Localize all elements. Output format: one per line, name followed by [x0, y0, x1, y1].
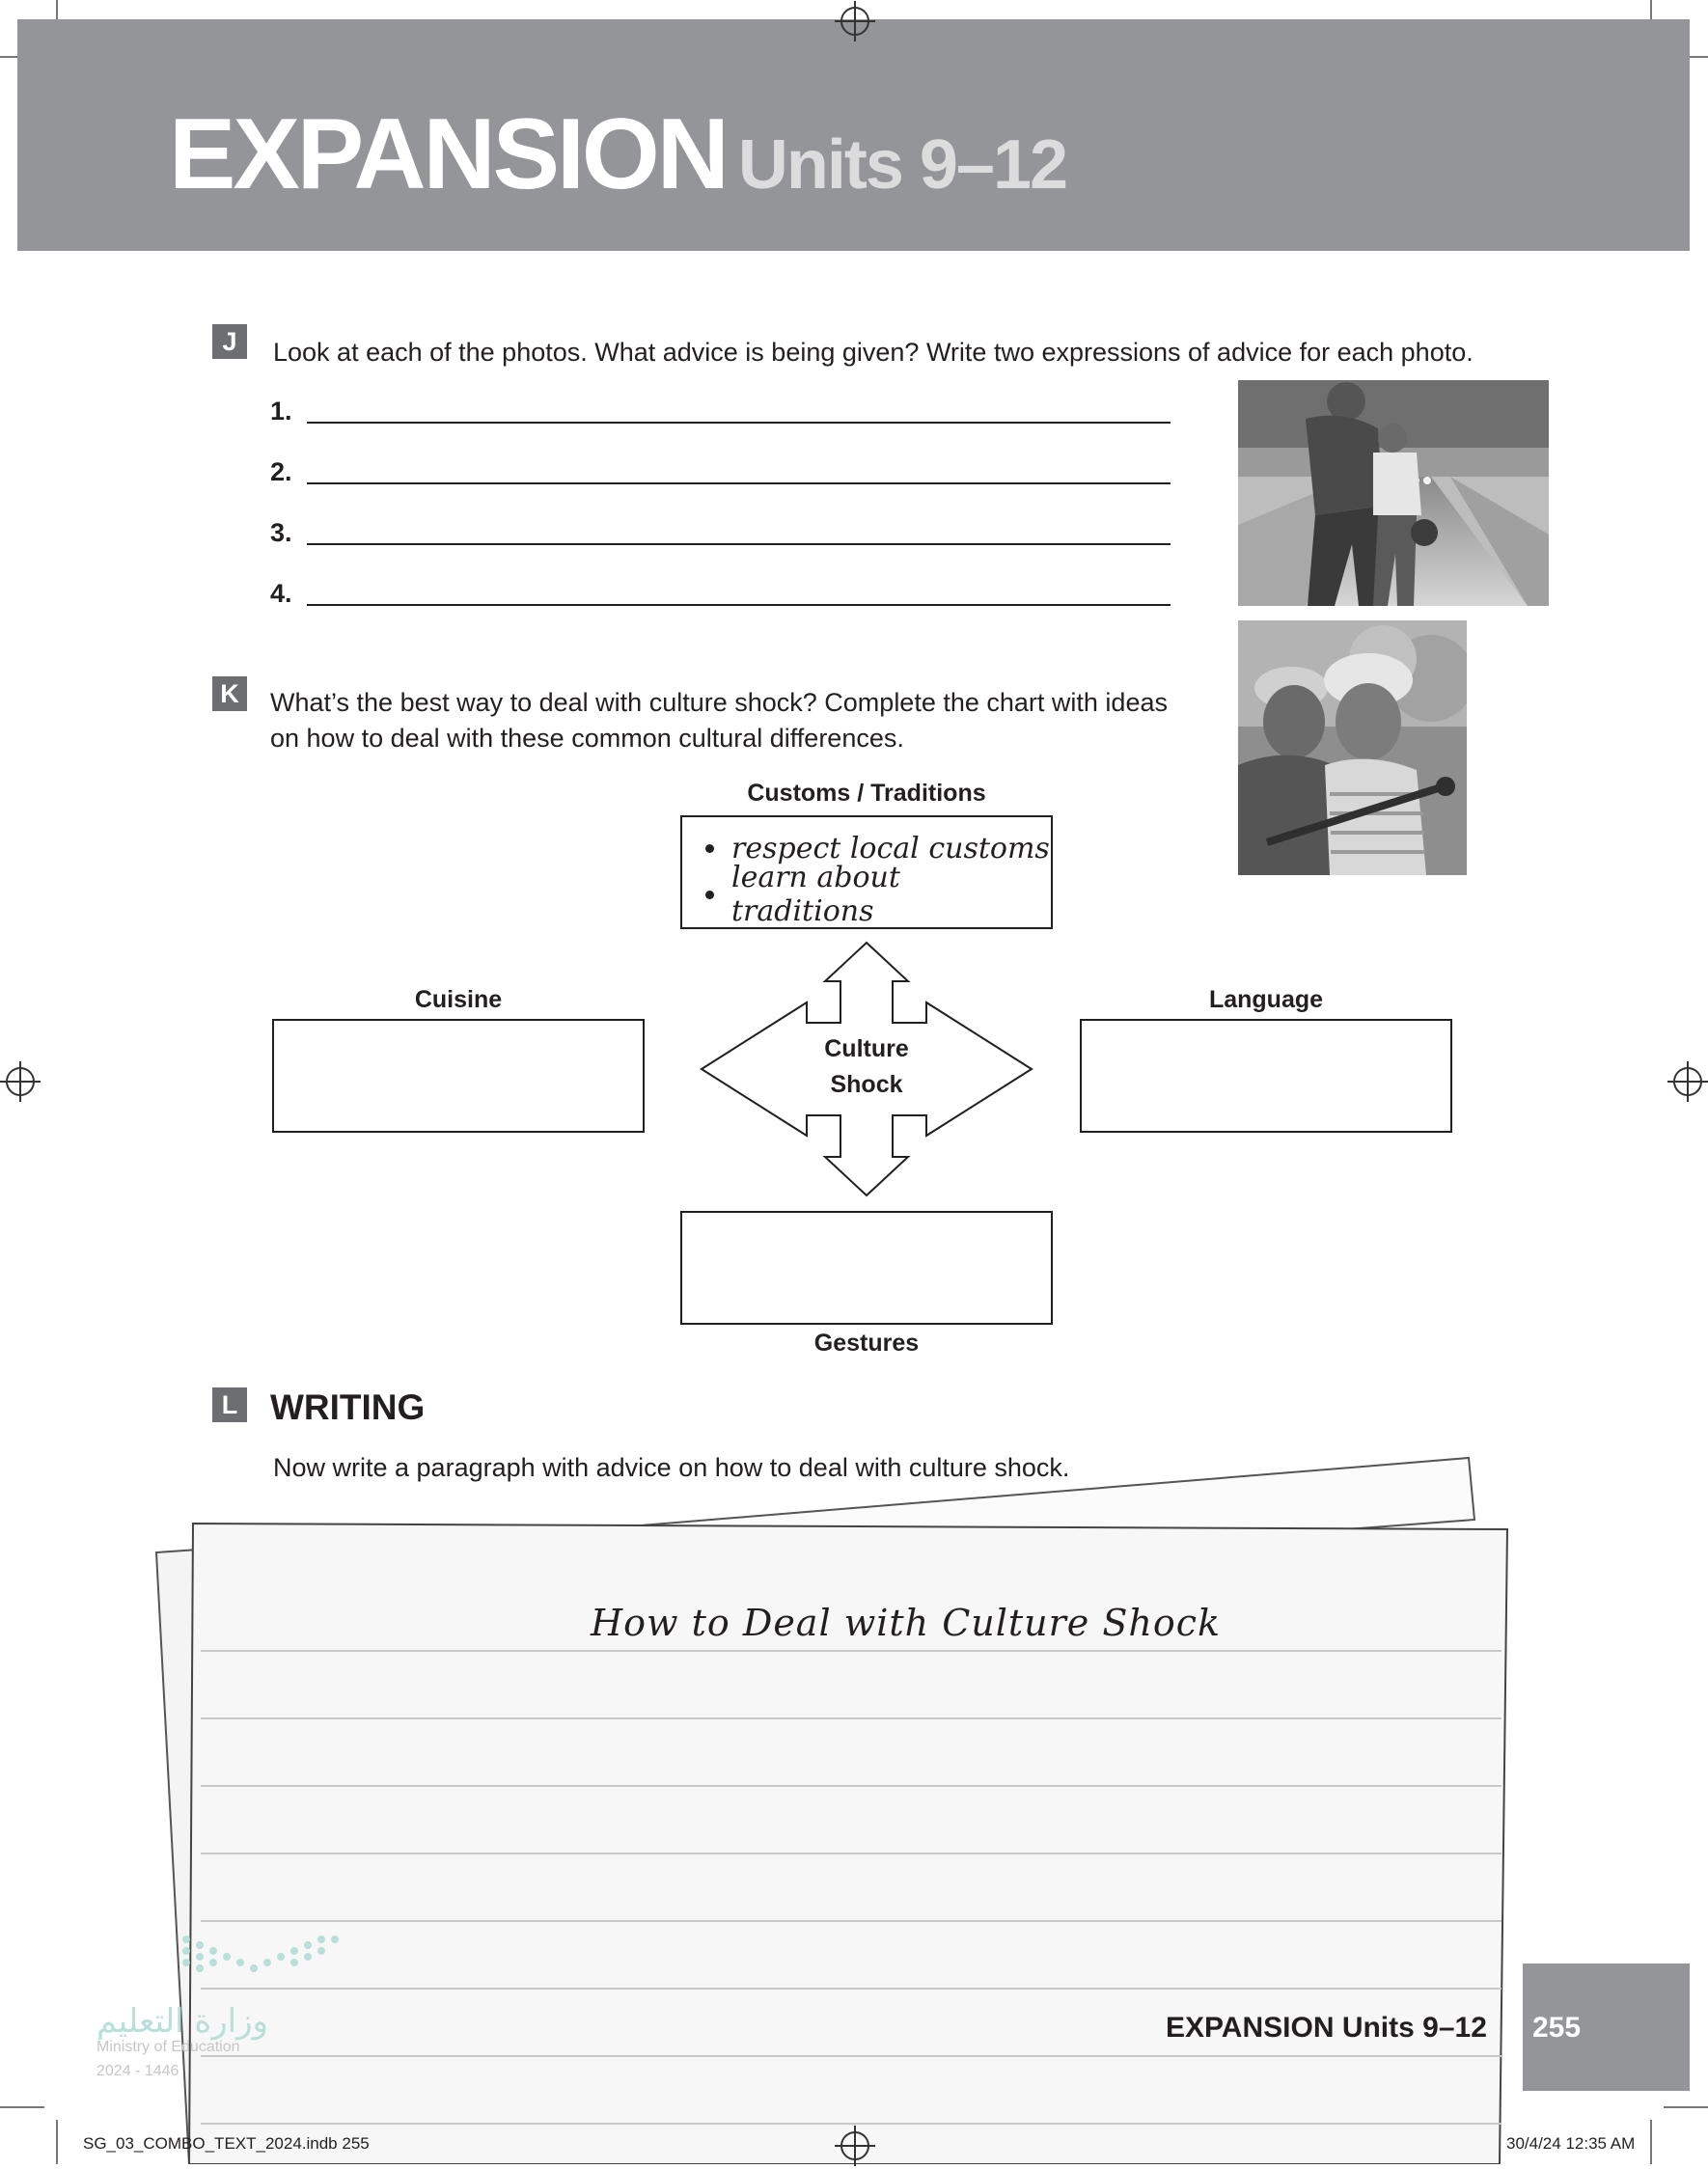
gestures-box[interactable]	[680, 1211, 1053, 1325]
running-footer-title: EXPANSION Units 9–12	[1166, 2012, 1487, 2044]
customs-label: Customs / Traditions	[747, 780, 986, 807]
page-number	[1523, 1963, 1690, 2091]
bullet-icon	[705, 844, 714, 853]
crop-mark	[0, 2106, 44, 2108]
section-letter-k: K	[212, 676, 247, 711]
registration-mark-icon	[6, 1067, 35, 1096]
registration-mark-icon	[840, 7, 869, 36]
writing-heading: WRITING	[270, 1387, 426, 1427]
writing-line[interactable]	[201, 2123, 1501, 2125]
title-bold: EXPANSION	[169, 98, 727, 210]
customs-item-text: learn about traditions	[730, 861, 900, 928]
writing-line[interactable]	[201, 1785, 1501, 1787]
registration-mark-icon	[840, 2131, 869, 2160]
slug-date: 30/4/24 12:35 AM	[1506, 2134, 1636, 2153]
writing-line[interactable]	[201, 1920, 1501, 1922]
ministry-year: 2024 - 1446	[96, 2063, 179, 2079]
section-k-instruction-line1: What’s the best way to deal with culture shock? Complete the chart with ideas	[270, 688, 1168, 717]
culture-shock-center-line1: Culture	[824, 1035, 909, 1062]
writing-line[interactable]	[201, 1988, 1501, 1990]
ministry-english: Ministry of Education	[96, 2039, 240, 2055]
ministry-arabic: وزارة التعليم	[96, 2002, 268, 2041]
crop-mark	[1664, 2106, 1708, 2108]
ministry-logo-icon	[179, 1932, 343, 1990]
page-number-text: 255	[1532, 2012, 1582, 2044]
crop-mark	[56, 2120, 58, 2164]
crop-mark	[1650, 2120, 1652, 2164]
section-j-instruction: Look at each of the photos. What advice is being given? Write two expressions of advice for each photo.	[273, 338, 1474, 367]
writing-line[interactable]	[201, 1853, 1501, 1854]
page-title	[169, 98, 1067, 210]
four-way-arrow-icon	[702, 943, 1032, 1195]
writing-line[interactable]	[201, 1717, 1501, 1719]
bullet-icon	[705, 891, 714, 899]
writing-line[interactable]	[201, 2055, 1501, 2057]
writing-paper-stack	[145, 1452, 1525, 2164]
cuisine-box[interactable]	[272, 1019, 645, 1133]
section-k-instruction-line2: on how to deal with these common cultural differences.	[270, 724, 904, 753]
customs-item	[682, 861, 1051, 928]
writing-line[interactable]	[201, 1650, 1501, 1652]
customs-box[interactable]	[680, 815, 1053, 929]
language-box[interactable]	[1080, 1019, 1452, 1133]
cuisine-label: Cuisine	[414, 986, 503, 1013]
section-letter-j: J	[212, 324, 247, 359]
answer-number-2: 2.	[270, 457, 292, 486]
answer-line-2[interactable]	[307, 482, 1171, 484]
answer-number-4: 4.	[270, 579, 292, 608]
language-label: Language	[1208, 986, 1324, 1013]
paper-title: How to Deal with Culture Shock	[591, 1602, 1222, 1644]
section-letter-l: L	[212, 1387, 247, 1422]
answer-line-3[interactable]	[307, 543, 1171, 545]
gestures-label: Gestures	[813, 1330, 920, 1357]
answer-line-1[interactable]	[307, 422, 1171, 424]
answer-number-1: 1.	[270, 397, 292, 426]
culture-shock-center-line2: Shock	[830, 1071, 903, 1098]
answer-line-4[interactable]	[307, 604, 1171, 606]
slug-file: SG_03_COMBO_TEXT_2024.indb 255	[83, 2134, 370, 2153]
customs-item-text: respect local customs	[731, 831, 1050, 865]
answer-number-3: 3.	[270, 518, 292, 547]
bicycle-helmet-photo	[1238, 620, 1467, 875]
title-light: Units 9–12	[737, 126, 1067, 204]
registration-mark-icon	[1673, 1067, 1702, 1096]
bowling-photo	[1238, 380, 1549, 606]
culture-shock-arrows	[700, 941, 1033, 1197]
section-l-instruction: Now write a paragraph with advice on how to deal with culture shock.	[273, 1453, 1070, 1482]
